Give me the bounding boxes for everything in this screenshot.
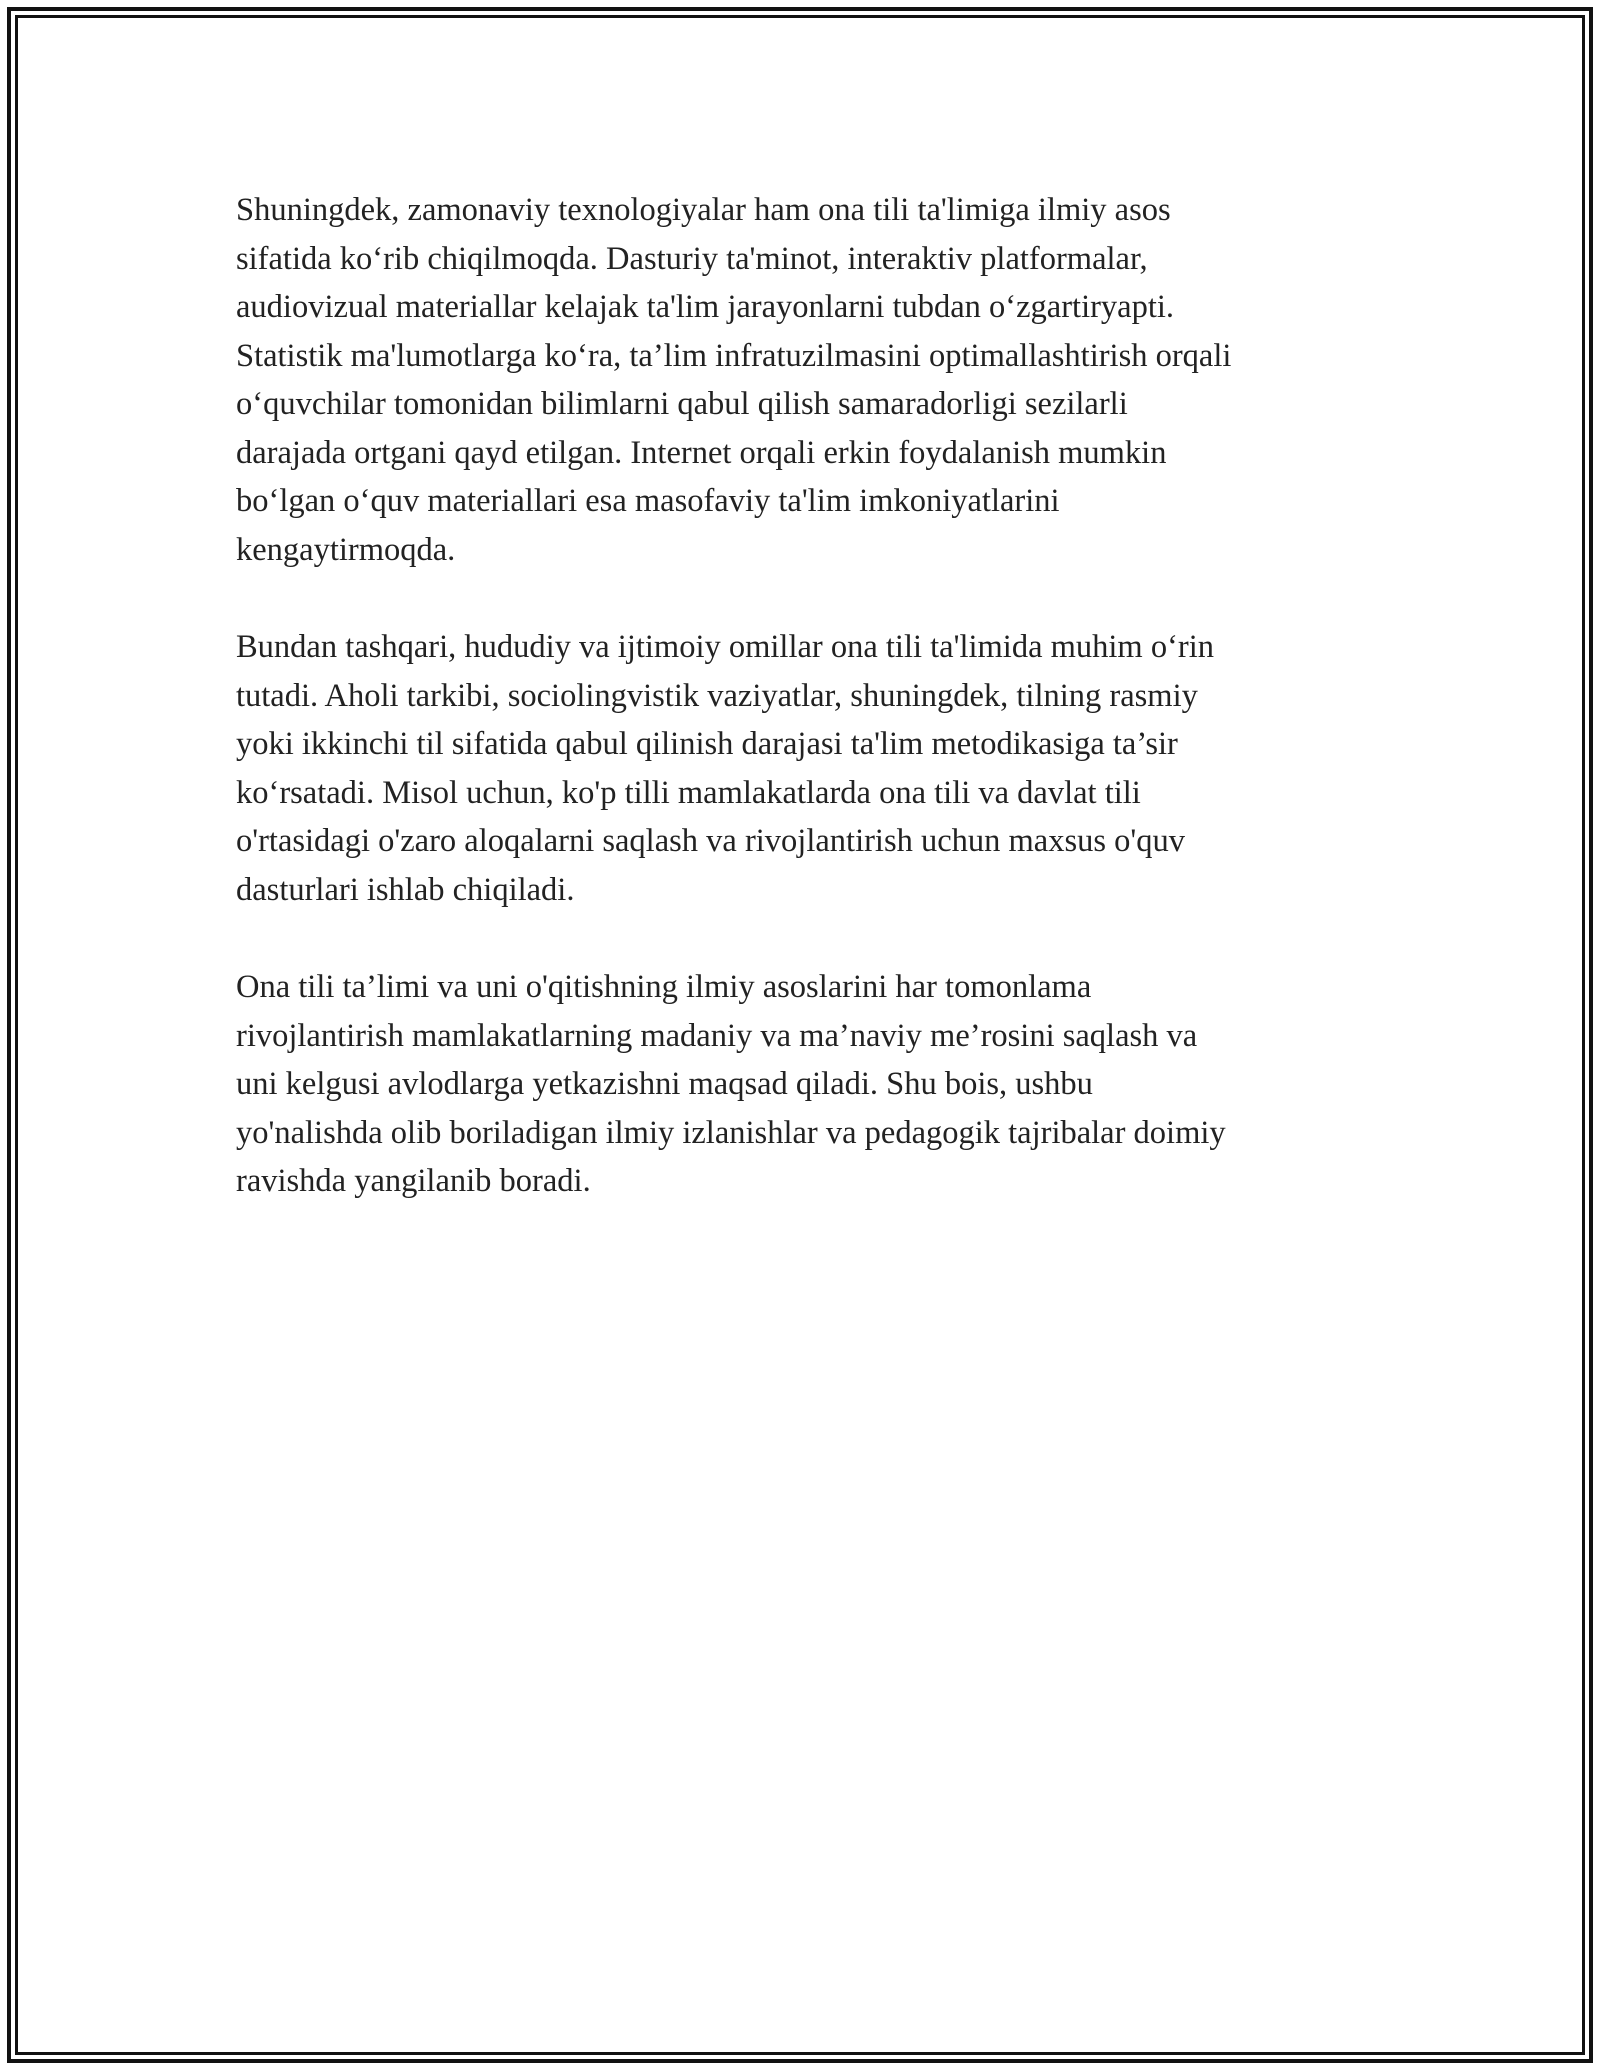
text-line: bo‘lgan o‘quv materiallari esa masofaviy ta'lim imkoniyatlarini: [236, 483, 1060, 519]
text-line: sifatida ko‘rib chiqilmoqda. Dasturiy ta'minot, interaktiv platformalar,: [236, 240, 1148, 277]
text-line: tutadi. Aholi tarkibi, sociolingvistik vaziyatlar, shuningdek, tilning rasmiy: [236, 677, 1198, 714]
paragraph-1: [236, 186, 1376, 574]
paragraph-2: [236, 623, 1376, 914]
text-line: audiovizual materiallar kelajak ta'lim jarayonlarni tubdan o‘zgartiryapti.: [236, 289, 1175, 325]
text-line: Shuningdek, zamonaviy texnologiyalar ham ona tili ta'limiga ilmiy asos: [236, 192, 1171, 228]
text-line: ravishda yangilanib boradi.: [236, 1163, 591, 1199]
paragraph-3: [236, 963, 1376, 1206]
text-line: darajada ortgani qayd etilgan. Internet orqali erkin foydalanish mumkin: [236, 434, 1167, 471]
text-line: uni kelgusi avlodlarga yetkazishni maqsad qiladi. Shu bois, ushbu: [236, 1066, 1093, 1102]
text-line: yo'nalishda olib boriladigan ilmiy izlanishlar va pedagogik tajribalar doimiy: [236, 1114, 1226, 1151]
text-line: kengaytirmoqda.: [236, 531, 456, 568]
document-body: [236, 186, 1376, 1255]
text-line: ko‘rsatadi. Misol uchun, ko'p tilli mamlakatlarda ona tili va davlat tili: [236, 774, 1141, 811]
text-line: rivojlantirish mamlakatlarning madaniy va ma’naviy me’rosini saqlash va: [236, 1017, 1198, 1054]
text-line: Ona tili ta’limi va uni o'qitishning ilmiy asoslarini har tomonlama: [236, 969, 1092, 1005]
text-line: Bundan tashqari, hududiy va ijtimoiy omillar ona tili ta'limida muhim o‘rin: [236, 629, 1215, 665]
text-line: Statistik ma'lumotlarga ko‘ra, ta’lim infratuzilmasini optimallashtirish orqali: [236, 337, 1232, 374]
text-line: dasturlari ishlab chiqiladi.: [236, 871, 575, 908]
text-line: yoki ikkinchi til sifatida qabul qilinish darajasi ta'lim metodikasiga ta’sir: [236, 726, 1178, 762]
text-line: o'rtasidagi o'zaro aloqalarni saqlash va rivojlantirish uchun maxsus o'quv: [236, 823, 1186, 859]
text-line: o‘quvchilar tomonidan bilimlarni qabul qilish samaradorligi sezilarli: [236, 386, 1128, 422]
